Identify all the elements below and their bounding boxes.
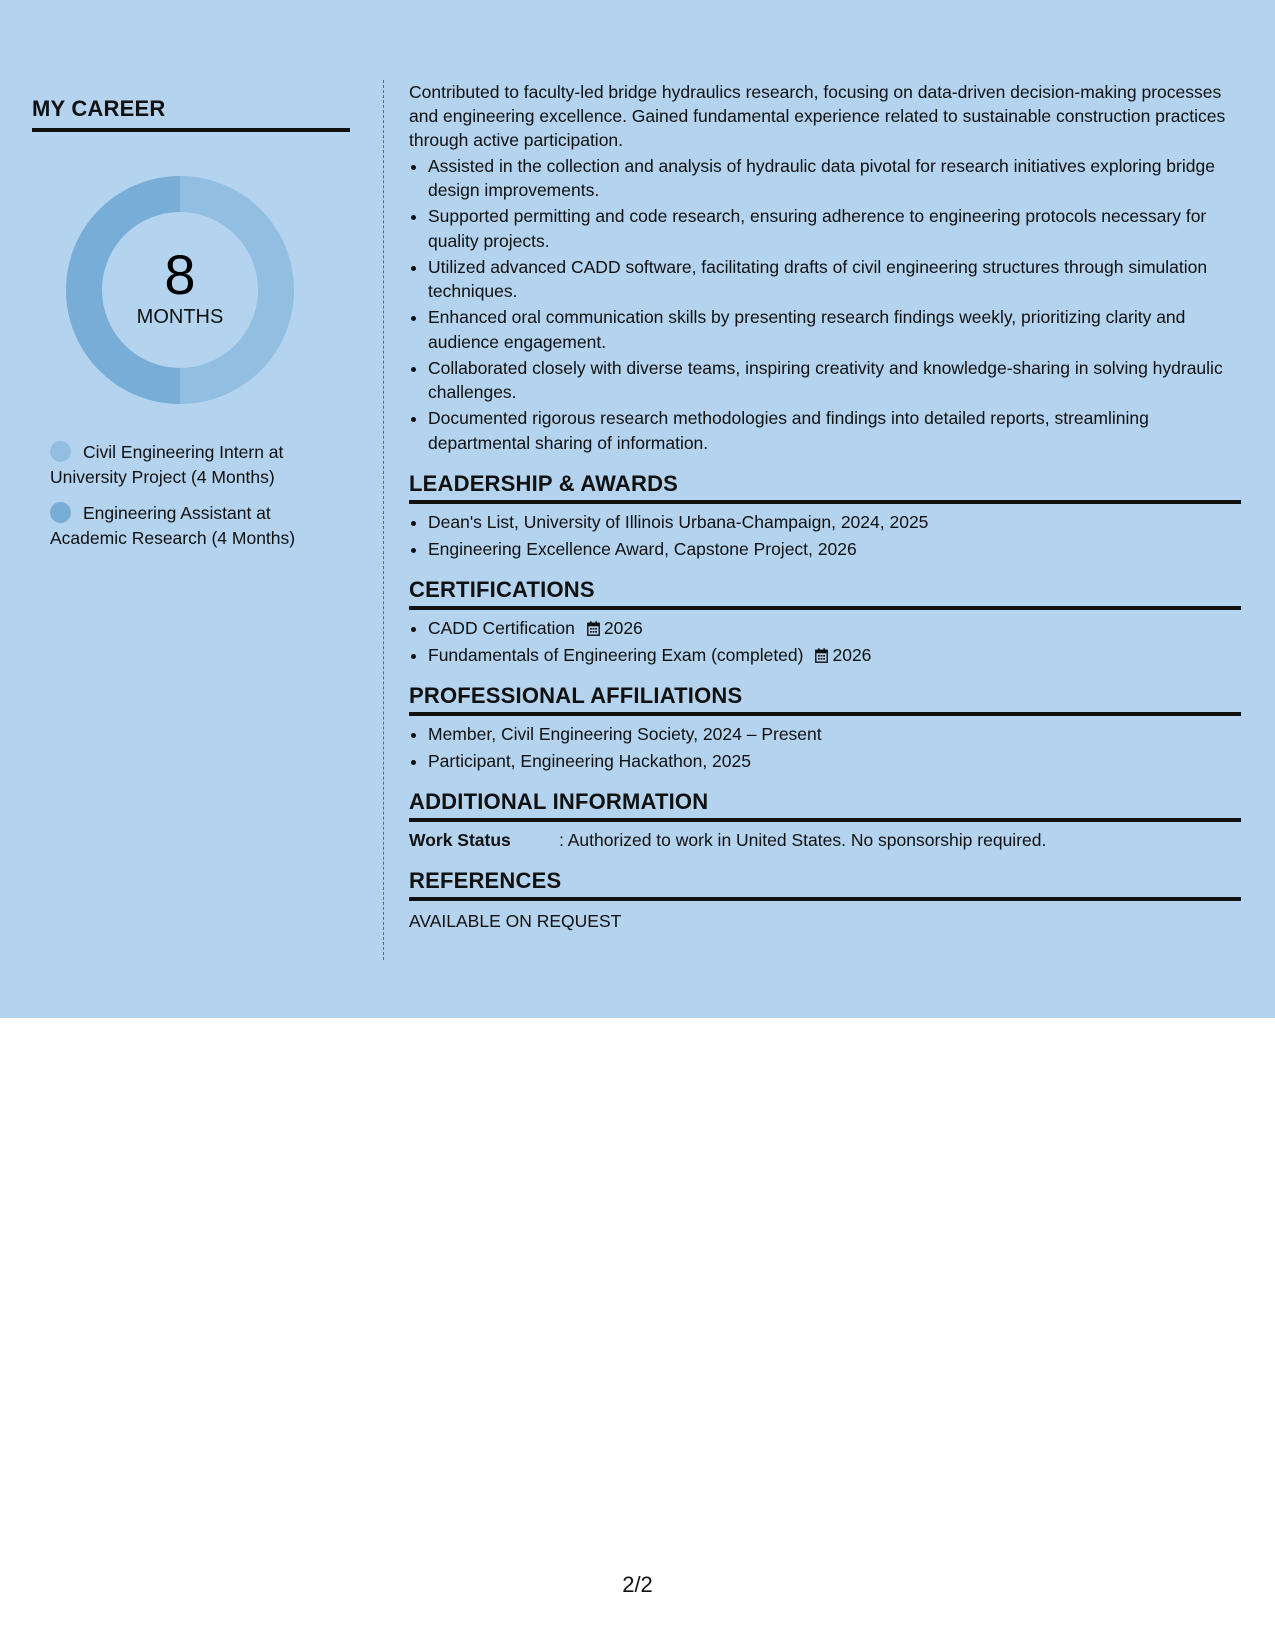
references-text: AVAILABLE ON REQUEST <box>409 911 622 931</box>
certification-name: Fundamentals of Engineering Exam (completed) <box>428 644 804 665</box>
leadership-heading: LEADERSHIP & AWARDS <box>409 471 1241 504</box>
donut-total-unit: MONTHS <box>136 306 224 328</box>
affiliations-list <box>409 722 1241 773</box>
certification-name: CADD Certification <box>428 618 575 638</box>
career-title: MY CAREER <box>32 96 350 132</box>
main-content <box>409 80 1241 933</box>
column-divider <box>383 80 384 960</box>
list-item <box>428 643 1241 668</box>
donut-total-number: 8 <box>164 243 196 306</box>
list-item: • Participant, Engineering Hackathon, 2025 <box>428 749 1241 774</box>
list-item: • Dean's List, University of Illinois Urbana-Champaign, 2024, 2025 <box>428 510 1241 535</box>
list-item: • Documented rigorous research methodologies and findings into detailed reports, streamlining departmental sharing of information. <box>428 406 1241 455</box>
references-heading: REFERENCES <box>409 868 1241 901</box>
legend-dot-icon <box>50 441 71 462</box>
certification-year: 2026 <box>603 618 643 638</box>
list-item: • Enhanced oral communication skills by presenting research findings weekly, prioritizing clarity and audience engagement. <box>428 305 1241 354</box>
list-item: • Supported permitting and code research, ensuring adherence to engineering protocols necessary for quality projects. <box>428 204 1241 253</box>
calendar-icon <box>587 621 600 636</box>
work-status-row <box>409 828 1241 852</box>
legend-label: Civil Engineering Intern at University Project (4 Months) <box>50 442 284 487</box>
career-donut-chart <box>66 176 294 404</box>
experience-bullets <box>409 154 1241 456</box>
work-status-label: Work Status <box>409 830 511 850</box>
list-item: • Assisted in the collection and analysis of hydraulic data pivotal for research initiatives exploring bridge design improvements. <box>428 154 1241 203</box>
certifications-heading: CERTIFICATIONS <box>409 577 1241 610</box>
donut-center <box>66 176 294 404</box>
affiliations-heading: PROFESSIONAL AFFILIATIONS <box>409 683 1241 716</box>
legend-label: Engineering Assistant at Academic Research (4 Months) <box>50 503 296 548</box>
list-item: • Utilized advanced CADD software, facilitating drafts of civil engineering structures through simulation techniques. <box>428 255 1241 304</box>
career-legend-item <box>50 501 340 551</box>
certifications-list <box>409 616 1241 667</box>
calendar-icon <box>815 648 828 663</box>
career-sidebar <box>32 96 350 562</box>
legend-dot-icon <box>50 502 71 523</box>
additional-info-heading: ADDITIONAL INFORMATION <box>409 789 1241 822</box>
career-legend-item <box>50 440 340 490</box>
experience-intro: Contributed to faculty-led bridge hydraulics research, focusing on data-driven decision-making processes and engineering excellence. Gained fundamental experience related to sustainable construction practices through active participation. <box>409 82 1226 150</box>
career-legend <box>50 440 340 551</box>
list-item: • Member, Civil Engineering Society, 2024 – Present <box>428 722 1241 747</box>
work-status-value: : Authorized to work in United States. No sponsorship required. <box>559 830 1047 850</box>
list-item: • Collaborated closely with diverse teams, inspiring creativity and knowledge-sharing in solving hydraulic challenges. <box>428 356 1241 405</box>
certification-year: 2026 <box>832 644 872 665</box>
page-number: 2/2 <box>622 1572 653 1597</box>
list-item: • Engineering Excellence Award, Capstone Project, 2026 <box>428 537 1241 562</box>
leadership-list <box>409 510 1241 561</box>
list-item <box>428 616 1241 641</box>
